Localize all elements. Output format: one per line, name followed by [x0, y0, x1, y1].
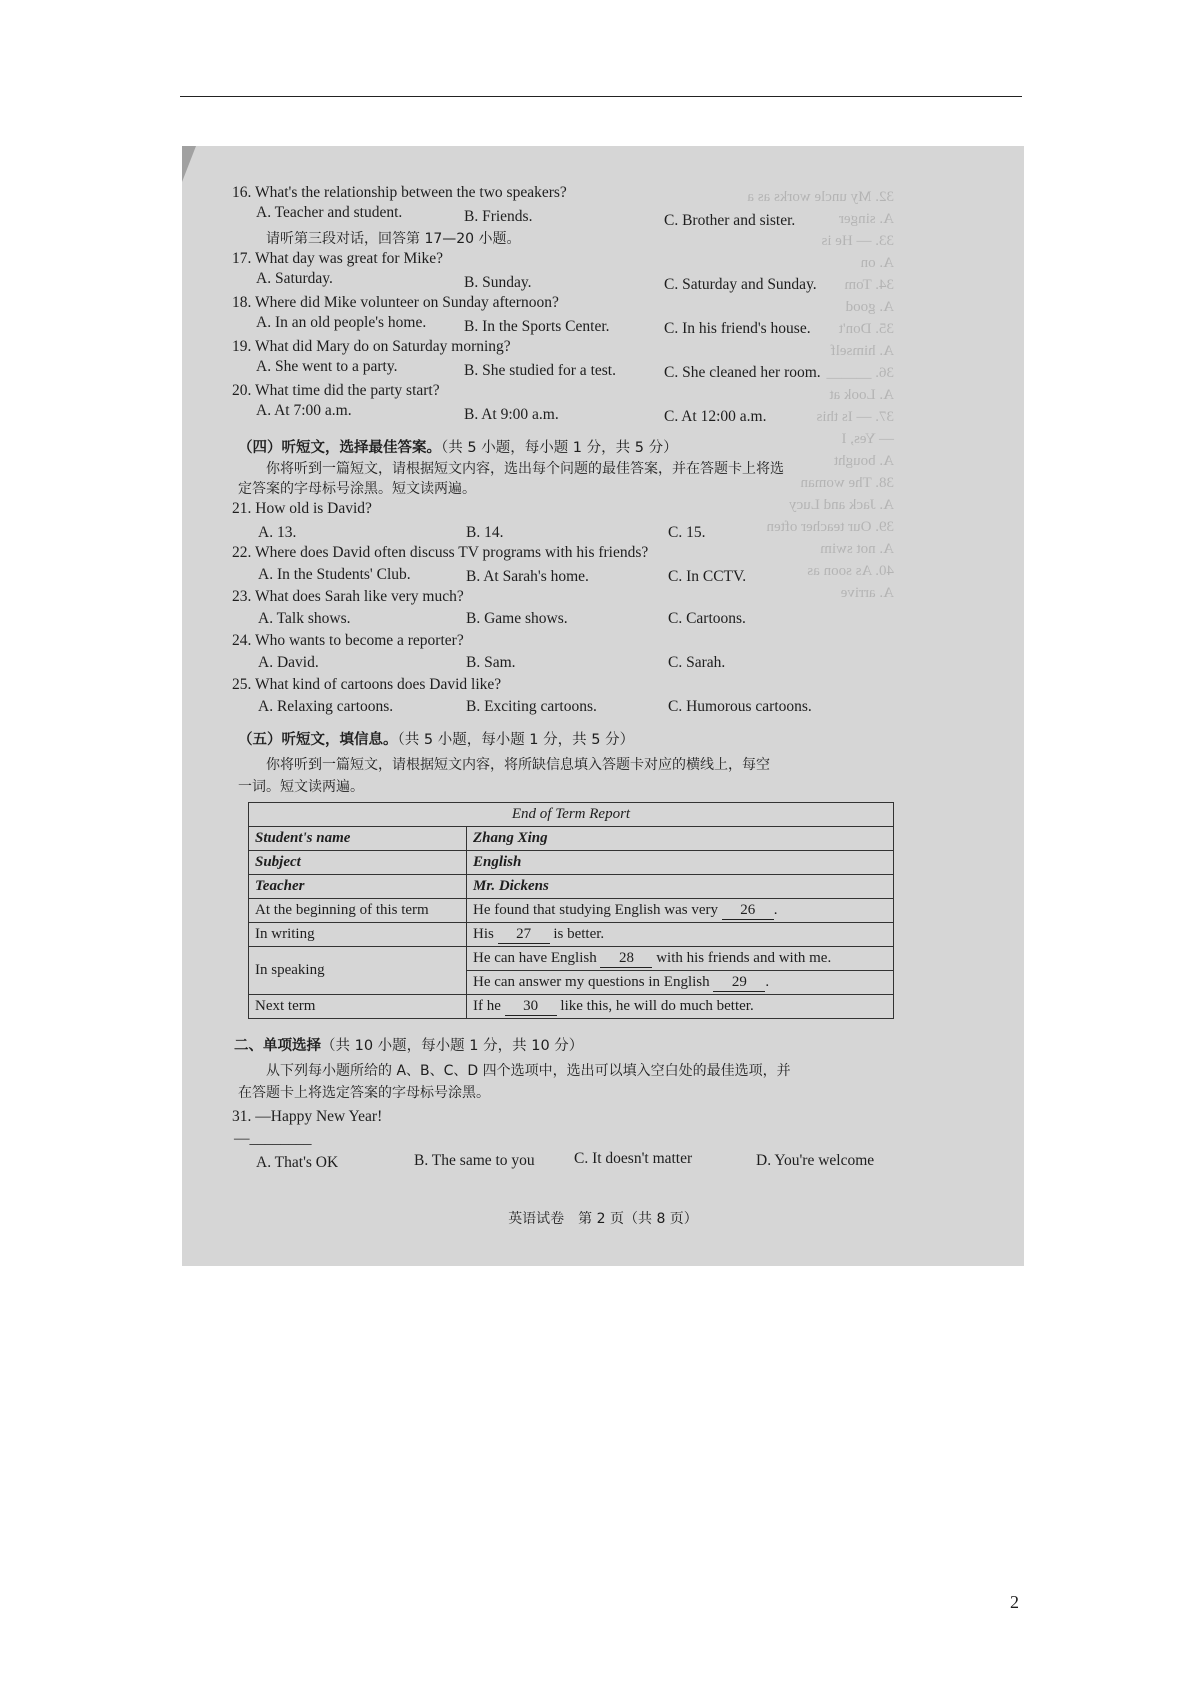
- blank-30: 30: [505, 998, 557, 1016]
- blank-26: 26: [722, 902, 774, 920]
- q25-option-a: A. Relaxing cartoons.: [258, 698, 394, 715]
- q23-option-c: C. Cartoons.: [668, 610, 746, 627]
- question-31: 31. —Happy New Year!: [232, 1108, 383, 1125]
- section-4-score: （共 5 小题，每小题 1 分，共 5 分）: [441, 440, 678, 456]
- q23-option-b: B. Game shows.: [466, 610, 568, 627]
- q18-option-a: A. In an old people's home.: [256, 314, 427, 331]
- part-2-instruction-2: 在答题卡上将选定答案的字母标号涂黑。: [238, 1085, 490, 1101]
- writing-label: In writing: [249, 923, 467, 947]
- speaking-end-1: with his friends and with me.: [656, 949, 832, 966]
- q17-option-a: A. Saturday.: [256, 270, 333, 287]
- student-name-label: Student's name: [249, 827, 467, 851]
- next-term-label: Next term: [249, 995, 467, 1019]
- speaking-cell-2: [467, 971, 894, 995]
- blank-29: 29: [713, 974, 765, 992]
- q18-option-b: B. In the Sports Center.: [464, 318, 610, 335]
- section-5-title: （五）听短文，填信息。: [238, 732, 398, 748]
- q20-option-b: B. At 9:00 a.m.: [464, 406, 559, 423]
- question-18: 18. Where did Mike volunteer on Sunday afternoon?: [232, 294, 559, 311]
- bleed-through-text: 32. My uncle works as a A. singer 33. — He is A. on 34. Tom A. good 35. Don't A. himself 36. ______ A. Look at 37. — Is this — Yes, I A. bought 38. The woman A. Jack and Lucy 39. Our teacher often A. not swim 40. As soon as A. arrive: [747, 189, 894, 601]
- page-number: 2: [1010, 1592, 1019, 1612]
- q21-option-a: A. 13.: [258, 524, 297, 541]
- speaking-label: In speaking: [249, 947, 467, 995]
- q21-option-b: B. 14.: [466, 524, 504, 541]
- part-2-heading: [234, 1034, 583, 1055]
- q19-option-a: A. She went to a party.: [256, 358, 398, 375]
- blank-27: 27: [498, 926, 550, 944]
- page-fold-shadow: [182, 146, 196, 182]
- q22-option-b: B. At Sarah's home.: [466, 568, 589, 585]
- q19-option-b: B. She studied for a test.: [464, 362, 616, 379]
- writing-cell: [467, 923, 894, 947]
- section-5-instruction-2: 一词。短文读两遍。: [238, 779, 364, 795]
- question-19: 19. What did Mary do on Saturday morning?: [232, 338, 511, 355]
- header-rule: [180, 96, 1022, 97]
- instruction-17-20: 请听第三段对话，回答第 17—20 小题。: [266, 231, 521, 247]
- writing-end: is better.: [553, 925, 605, 942]
- q19-option-c: C. She cleaned her room.: [664, 364, 821, 381]
- section-4-heading: [238, 436, 678, 457]
- speaking-cell-1: [467, 947, 894, 971]
- speaking-text-1: He can have English: [473, 949, 597, 966]
- q31-option-c: C. It doesn't matter: [574, 1150, 693, 1167]
- report-title: End of Term Report: [249, 803, 894, 827]
- end-of-term-report-table: [248, 802, 894, 1019]
- speaking-text-2: He can answer my questions in English: [473, 973, 710, 990]
- next-term-end: like this, he will do much better.: [560, 997, 754, 1014]
- section-5-instruction-1: 你将听到一篇短文，请根据短文内容，将所缺信息填入答题卡对应的横线上，每空: [266, 757, 770, 773]
- question-22: 22. Where does David often discuss TV programs with his friends?: [232, 544, 649, 561]
- section-4-title: （四）听短文，选择最佳答案。: [238, 440, 441, 456]
- question-16: 16. What's the relationship between the two speakers?: [232, 184, 567, 201]
- beginning-end: .: [773, 901, 778, 918]
- question-21: 21. How old is David?: [232, 500, 372, 517]
- beginning-label: At the beginning of this term: [249, 899, 467, 923]
- exam-page-photo: [182, 146, 1024, 1266]
- question-24: 24. Who wants to become a reporter?: [232, 632, 464, 649]
- q31-option-b: B. The same to you: [414, 1152, 535, 1169]
- q25-option-c: C. Humorous cartoons.: [668, 698, 812, 715]
- subject-value: English: [467, 851, 894, 875]
- next-term-text: If he: [473, 997, 501, 1014]
- subject-label: Subject: [249, 851, 467, 875]
- beginning-cell: [467, 899, 894, 923]
- question-20: 20. What time did the party start?: [232, 382, 440, 399]
- q21-option-c: C. 15.: [668, 524, 706, 541]
- part-2-title: 二、单项选择: [234, 1038, 321, 1054]
- q24-option-b: B. Sam.: [466, 654, 516, 671]
- q16-option-b: B. Friends.: [464, 208, 533, 225]
- q31-option-d: D. You're welcome: [756, 1152, 875, 1169]
- section-5-score: （共 5 小题，每小题 1 分，共 5 分）: [397, 732, 635, 748]
- q22-option-c: C. In CCTV.: [668, 568, 747, 585]
- q24-option-a: A. David.: [258, 654, 319, 671]
- q31-option-a: A. That's OK: [256, 1154, 339, 1171]
- question-17: 17. What day was great for Mike?: [232, 250, 444, 267]
- q22-option-a: A. In the Students' Club.: [258, 566, 411, 583]
- question-25: 25. What kind of cartoons does David like?: [232, 676, 502, 693]
- q24-option-c: C. Sarah.: [668, 654, 726, 671]
- beginning-text: He found that studying English was very: [473, 901, 718, 918]
- student-name-value: Zhang Xing: [467, 827, 894, 851]
- section-4-instruction-1: 你将听到一篇短文，请根据短文内容，选出每个问题的最佳答案，并在答题卡上将选: [266, 461, 784, 477]
- q20-option-c: C. At 12:00 a.m.: [664, 408, 767, 425]
- blank-28: 28: [600, 950, 652, 968]
- part-2-instruction-1: 从下列每小题所给的 A、B、C、D 四个选项中，选出可以填入空白处的最佳选项，并: [266, 1063, 791, 1079]
- q25-option-b: B. Exciting cartoons.: [466, 698, 597, 715]
- q20-option-a: A. At 7:00 a.m.: [256, 402, 352, 419]
- speaking-end-2: .: [765, 973, 770, 990]
- section-5-heading: [238, 728, 634, 749]
- writing-text: His: [473, 925, 494, 942]
- part-2-score: （共 10 小题，每小题 1 分，共 10 分）: [321, 1038, 584, 1054]
- q18-option-c: C. In his friend's house.: [664, 320, 811, 337]
- q17-option-c: C. Saturday and Sunday.: [664, 276, 817, 293]
- teacher-label: Teacher: [249, 875, 467, 899]
- next-term-cell: [467, 995, 894, 1019]
- question-23: 23. What does Sarah like very much?: [232, 588, 464, 605]
- q16-option-a: A. Teacher and student.: [256, 204, 403, 221]
- q17-option-b: B. Sunday.: [464, 274, 532, 291]
- q23-option-a: A. Talk shows.: [258, 610, 351, 627]
- q16-option-c: C. Brother and sister.: [664, 212, 796, 229]
- section-4-instruction-2: 定答案的字母标号涂黑。短文读两遍。: [238, 481, 476, 497]
- q31-answer-blank: —________: [234, 1130, 312, 1147]
- exam-page-footer: 英语试卷 第 2 页（共 8 页）: [508, 1211, 698, 1227]
- teacher-value: Mr. Dickens: [467, 875, 894, 899]
